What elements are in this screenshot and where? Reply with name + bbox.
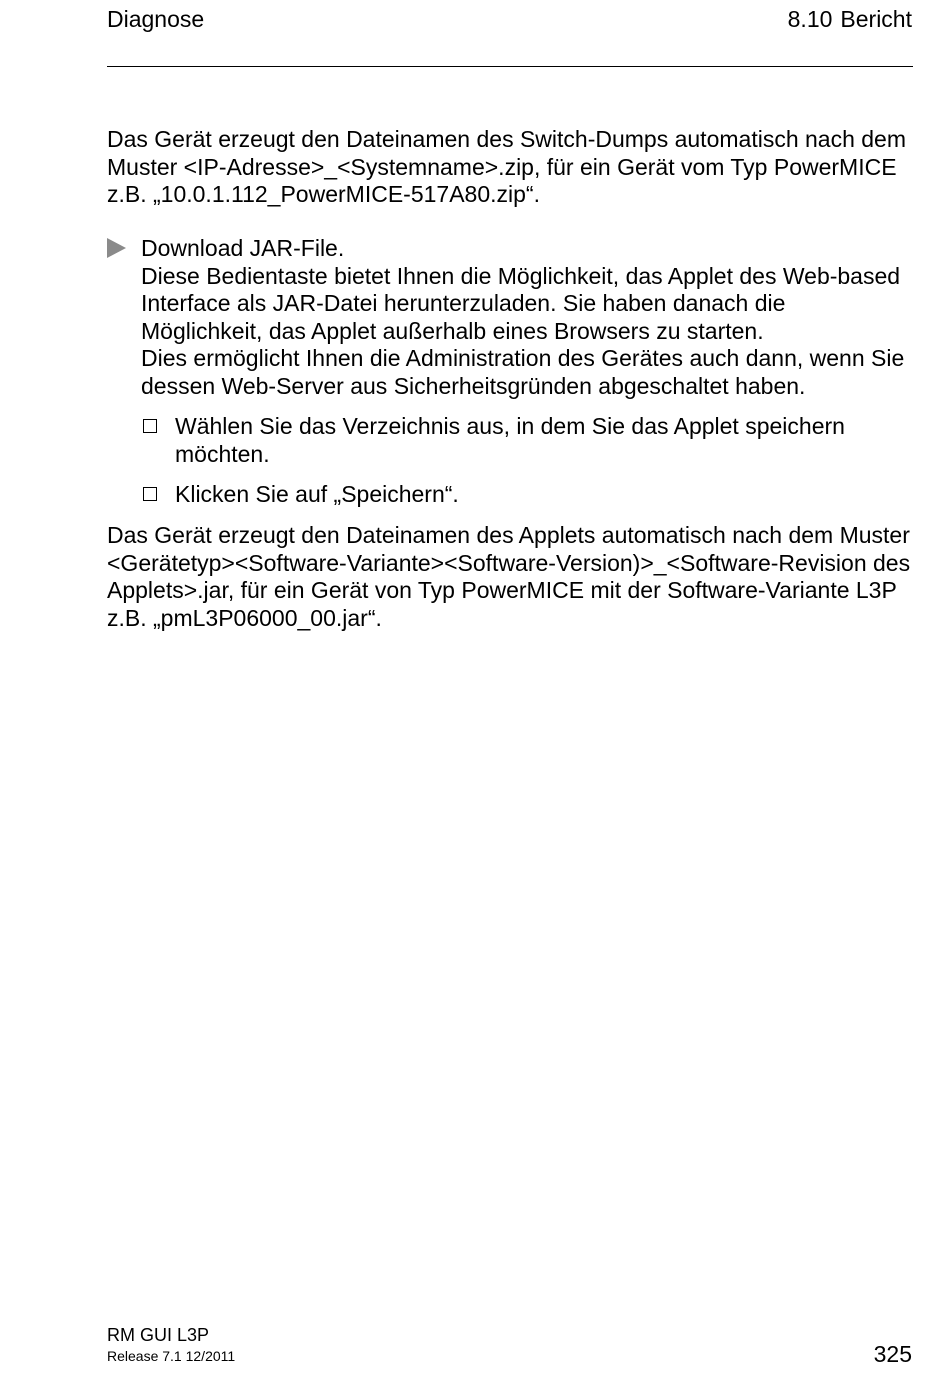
header-divider [107,66,913,67]
section-title: Bericht [840,6,912,32]
section-number: 8.10 [787,6,833,32]
footer-title: RM GUI L3P [107,1325,210,1345]
action-triangle-icon [107,238,126,258]
paragraph-switch-dump: Das Gerät erzeugt den Dateinamen des Switch-Dumps automatisch nach dem Muster <IP-Adresse>_<Systemname>.zip, für ein Gerät vom Typ PowerMICE z.B. „10.0.1.112_PowerMICE-517A80.zip“. [107,126,907,207]
action-description-2: Dies ermöglicht Ihnen die Administration des Gerätes auch dann, wenn Sie dessen Web-Server aus Sicherheitsgründen abgeschaltet haben. [141,345,905,399]
checkbox-square-icon [143,487,157,501]
step-item [141,413,912,468]
step-text: Wählen Sie das Verzeichnis aus, in dem Sie das Applet speichern möchten. [175,413,845,467]
footer-release: Release 7.1 12/2011 [107,1348,236,1364]
action-title: Download JAR-File. [141,235,345,261]
section-heading [780,6,912,33]
page-number: 325 [873,1341,912,1367]
action-description: Diese Bedientaste bietet Ihnen die Möglichkeit, das Applet des Web-based Interface als JAR-Datei herunterzuladen. Sie haben danach die Möglichkeit, das Applet außerhalb eines Browsers zu starten. [141,262,901,344]
paragraph-applet-filename: Das Gerät erzeugt den Dateinamen des Applets automatisch nach dem Muster <Gerätetyp><Software-Variante><Software-Version)>_<Software-Revision des Applets>.jar, für ein Gerät von Typ PowerMICE mit der Software-Variante L3P z.B. „pmL3P06000_00.jar“. [107,522,911,631]
step-text: Klicken Sie auf „Speichern“. [175,481,459,507]
step-item [141,481,912,509]
action-item-download-jar [107,235,912,400]
chapter-title: Diagnose [107,6,205,32]
checkbox-square-icon [143,419,157,433]
